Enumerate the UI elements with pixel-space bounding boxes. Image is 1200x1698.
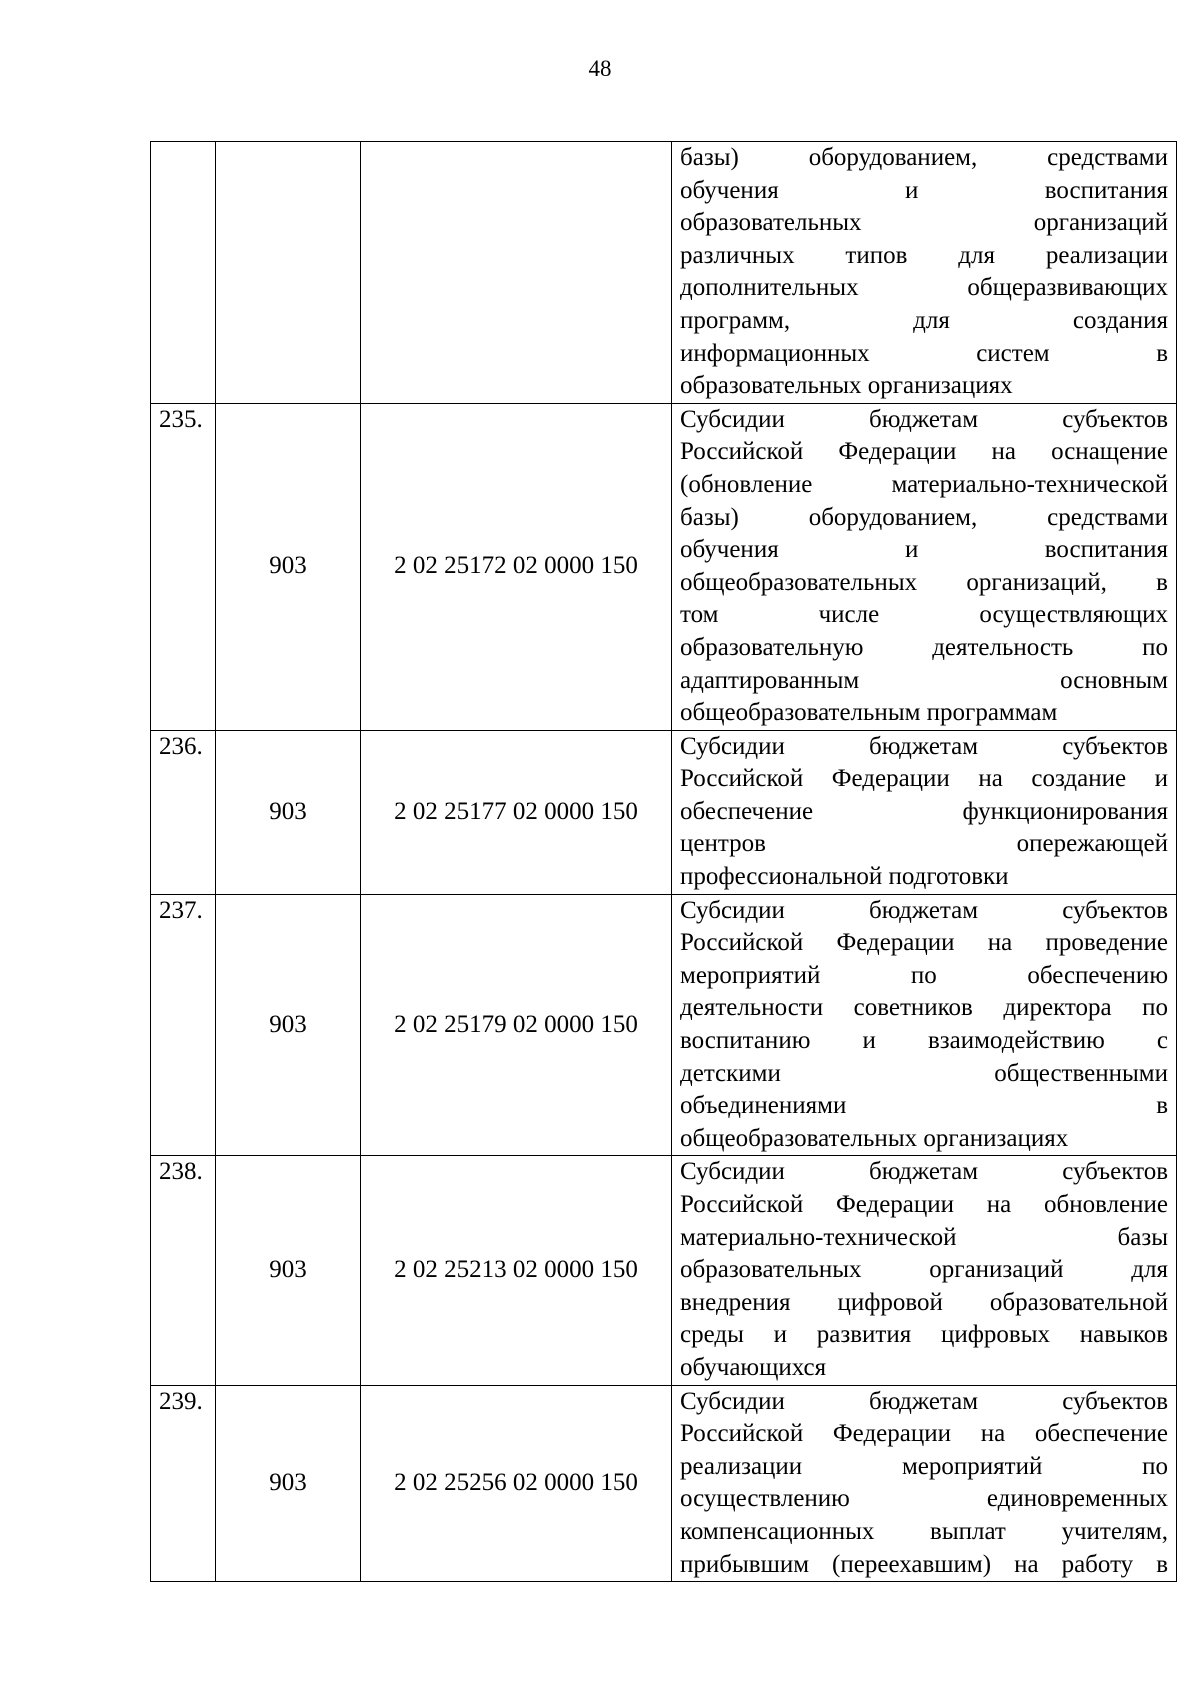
admin-code-cell: 903 xyxy=(216,1156,361,1385)
description-cell xyxy=(672,730,1177,894)
description-line: осуществлению единовременных xyxy=(680,1485,1168,1513)
description-text xyxy=(680,1386,1168,1582)
description-line: общеобразовательным программам xyxy=(680,699,1058,727)
description-line: обеспечение функционирования xyxy=(680,797,1168,825)
description-cell xyxy=(672,142,1177,404)
description-line: программ, для создания xyxy=(680,306,1168,334)
table-row xyxy=(151,894,1177,1156)
description-line: объединениями в xyxy=(680,1092,1168,1120)
description-line: обучающихся xyxy=(680,1353,827,1381)
description-cell xyxy=(672,1385,1177,1582)
admin-code-cell: 903 xyxy=(216,894,361,1156)
budget-code-cell xyxy=(361,142,672,404)
description-line: Российской Федерации на создание и xyxy=(680,765,1168,793)
table-row xyxy=(151,142,1177,404)
row-number-cell: 237. xyxy=(151,894,216,1156)
description-line: Субсидии бюджетам субъектов xyxy=(680,405,1168,433)
description-line: мероприятий по обеспечению xyxy=(680,961,1168,989)
description-text xyxy=(680,895,1168,1156)
description-line: Российской Федерации на оснащение xyxy=(680,438,1168,466)
description-line: общеобразовательных организациях xyxy=(680,1124,1069,1152)
description-line: реализации мероприятий по xyxy=(680,1452,1168,1480)
budget-code-cell: 2 02 25213 02 0000 150 xyxy=(361,1156,672,1385)
table-body xyxy=(151,142,1177,1582)
description-text xyxy=(680,731,1168,894)
description-line: Российской Федерации на проведение xyxy=(680,929,1168,957)
table-row xyxy=(151,1156,1177,1385)
description-line: детскими общественными xyxy=(680,1059,1168,1087)
description-line: центров опережающей xyxy=(680,830,1168,858)
budget-code-cell: 2 02 25256 02 0000 150 xyxy=(361,1385,672,1582)
description-line: Субсидии бюджетам субъектов xyxy=(680,896,1168,924)
description-line: профессиональной подготовки xyxy=(680,863,1009,891)
description-line: внедрения цифровой образовательной xyxy=(680,1288,1168,1316)
description-line: информационных систем в xyxy=(680,339,1168,367)
description-line: общеобразовательных организаций, в xyxy=(680,568,1168,596)
description-line: Российской Федерации на обеспечение xyxy=(680,1420,1168,1448)
budget-code-cell: 2 02 25179 02 0000 150 xyxy=(361,894,672,1156)
page-number: 48 xyxy=(588,56,612,81)
description-line: базы) оборудованием, средствами xyxy=(680,503,1168,531)
description-text xyxy=(680,404,1168,730)
description-text xyxy=(680,1156,1168,1384)
description-line: дополнительных общеразвивающих xyxy=(680,274,1168,302)
description-line: адаптированным основным xyxy=(680,666,1168,694)
description-text xyxy=(680,142,1168,403)
budget-codes-table xyxy=(150,141,1177,1582)
description-line: среды и развития цифровых навыков xyxy=(680,1321,1168,1349)
row-number-cell xyxy=(151,142,216,404)
description-line: образовательную деятельность по xyxy=(680,633,1168,661)
description-line: материально-технической базы xyxy=(680,1223,1168,1251)
description-line: том числе осуществляющих xyxy=(680,601,1168,629)
admin-code-cell: 903 xyxy=(216,403,361,730)
description-line: образовательных организациях xyxy=(680,372,1013,400)
description-cell xyxy=(672,1156,1177,1385)
budget-code-cell: 2 02 25172 02 0000 150 xyxy=(361,403,672,730)
description-cell xyxy=(672,403,1177,730)
description-line: Субсидии бюджетам субъектов xyxy=(680,1387,1168,1415)
admin-code-cell xyxy=(216,142,361,404)
description-line: прибывшим (переехавшим) на работу в xyxy=(680,1550,1168,1578)
description-line: (обновление материально-технической xyxy=(680,470,1168,498)
budget-code-cell: 2 02 25177 02 0000 150 xyxy=(361,730,672,894)
description-line: образовательных организаций xyxy=(680,209,1168,237)
table-row xyxy=(151,730,1177,894)
description-line: воспитанию и взаимодействию с xyxy=(680,1027,1168,1055)
description-line: базы) оборудованием, средствами xyxy=(680,144,1168,171)
row-number-cell: 238. xyxy=(151,1156,216,1385)
description-line: Российской Федерации на обновление xyxy=(680,1191,1168,1218)
description-line: обучения и воспитания xyxy=(680,176,1168,204)
admin-code-cell: 903 xyxy=(216,730,361,894)
admin-code-cell: 903 xyxy=(216,1385,361,1582)
description-line: обучения и воспитания xyxy=(680,536,1168,564)
description-line: образовательных организаций для xyxy=(680,1256,1168,1284)
table-row xyxy=(151,1385,1177,1582)
row-number-cell: 239. xyxy=(151,1385,216,1582)
description-line: деятельности советников директора по xyxy=(680,994,1168,1022)
description-line: Субсидии бюджетам субъектов xyxy=(680,1158,1168,1186)
row-number-cell: 235. xyxy=(151,403,216,730)
description-line: различных типов для реализации xyxy=(680,241,1168,269)
table-row xyxy=(151,403,1177,730)
row-number-cell: 236. xyxy=(151,730,216,894)
description-line: Субсидии бюджетам субъектов xyxy=(680,732,1168,760)
description-line: компенсационных выплат учителям, xyxy=(680,1517,1168,1545)
description-cell xyxy=(672,894,1177,1156)
